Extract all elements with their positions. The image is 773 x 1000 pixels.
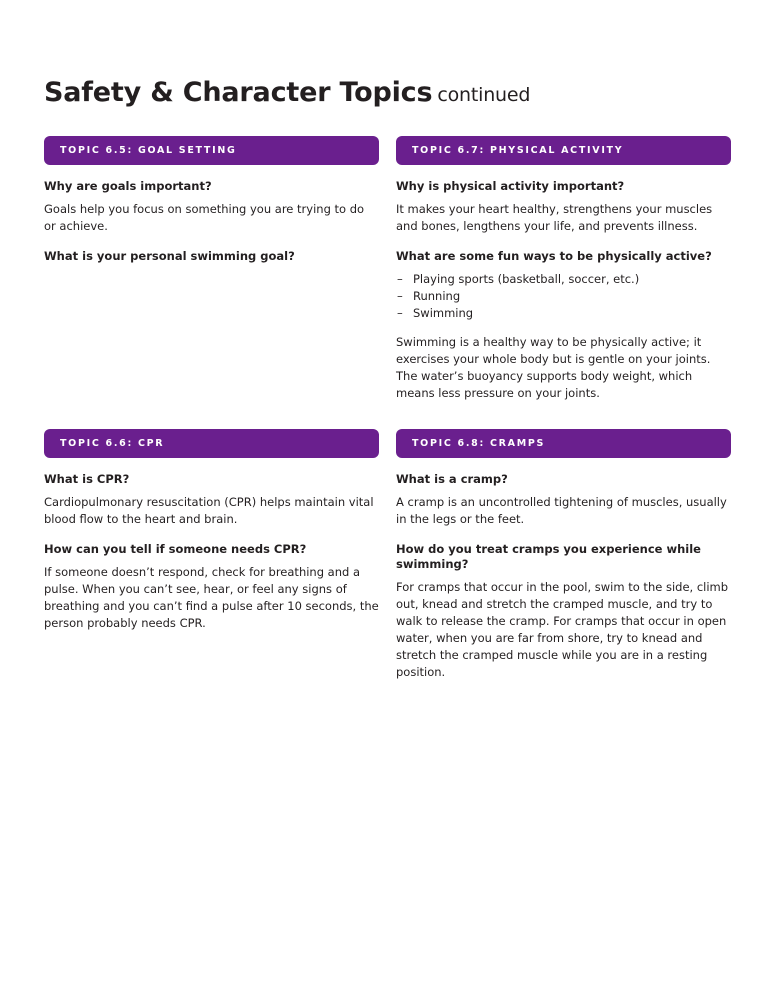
topic-card-cpr <box>44 429 379 632</box>
topic-banner-cramps <box>396 429 731 458</box>
activity-list <box>396 271 731 322</box>
page-title-main: Safety & Character Topics <box>44 77 433 109</box>
dash-bullet-icon: – <box>397 306 403 320</box>
list-item-label: Swimming <box>413 306 474 320</box>
dash-bullet-icon: – <box>397 289 403 303</box>
topic-banner-physical-activity <box>396 136 731 165</box>
question-heading: What are some fun ways to be physically active? <box>396 249 712 263</box>
answer-paragraph: For cramps that occur in the pool, swim to the side, climb out, knead and stretch the cramped muscle, and try to walk to release the cramp. For cramps that occur in open water, when you are far from shore, try to knead and stretch the cramped muscle while you are in a resting position. <box>396 580 729 679</box>
page-title-continued: continued <box>437 84 531 107</box>
answer-paragraph: A cramp is an uncontrolled tightening of muscles, usually in the legs or the feet. <box>396 495 727 526</box>
topic-body-goal-setting <box>44 179 379 264</box>
topic-body-cpr <box>44 472 379 632</box>
question-heading: What is CPR? <box>44 472 130 486</box>
topic-card-cramps <box>396 429 731 681</box>
question-heading: How can you tell if someone needs CPR? <box>44 542 307 556</box>
answer-paragraph: If someone doesn’t respond, check for breathing and a pulse. When you can’t see, hear, or feel any signs of breathing and you can’t find a pulse after 10 seconds, the person probably needs CPR. <box>44 565 379 630</box>
question-heading: What is a cramp? <box>396 472 508 486</box>
topic-body-physical-activity <box>396 179 731 402</box>
question-heading: How do you treat cramps you experience while swimming? <box>396 542 701 571</box>
topic-banner-label: TOPIC 6.7: PHYSICAL ACTIVITY <box>412 145 624 156</box>
list-item <box>396 288 731 305</box>
list-item-label: Playing sports (basketball, soccer, etc.) <box>413 272 640 286</box>
answer-paragraph: Swimming is a healthy way to be physically active; it exercises your whole body but is gentle on your joints. The water’s buoyancy supports body weight, which means less pressure on your joints. <box>396 335 711 400</box>
topic-banner-label: TOPIC 6.8: CRAMPS <box>412 438 546 449</box>
question-heading: Why is physical activity important? <box>396 179 625 193</box>
topic-card-physical-activity <box>396 136 731 402</box>
answer-paragraph: Goals help you focus on something you are trying to do or achieve. <box>44 202 365 233</box>
question-heading: What is your personal swimming goal? <box>44 249 295 263</box>
list-item-label: Running <box>413 289 461 303</box>
topic-banner-label: TOPIC 6.6: CPR <box>60 438 165 449</box>
list-item <box>396 305 731 322</box>
page-title <box>44 76 530 112</box>
topic-card-goal-setting <box>44 136 379 271</box>
answer-paragraph: Cardiopulmonary resuscitation (CPR) helps maintain vital blood flow to the heart and brain. <box>44 495 374 526</box>
topic-banner-cpr <box>44 429 379 458</box>
list-item <box>396 271 731 288</box>
dash-bullet-icon: – <box>397 272 403 286</box>
question-heading: Why are goals important? <box>44 179 212 193</box>
answer-paragraph: It makes your heart healthy, strengthens your muscles and bones, lengthens your life, and prevents illness. <box>396 202 713 233</box>
topic-body-cramps <box>396 472 731 681</box>
topic-banner-label: TOPIC 6.5: GOAL SETTING <box>60 145 237 156</box>
topic-banner-goal-setting <box>44 136 379 165</box>
